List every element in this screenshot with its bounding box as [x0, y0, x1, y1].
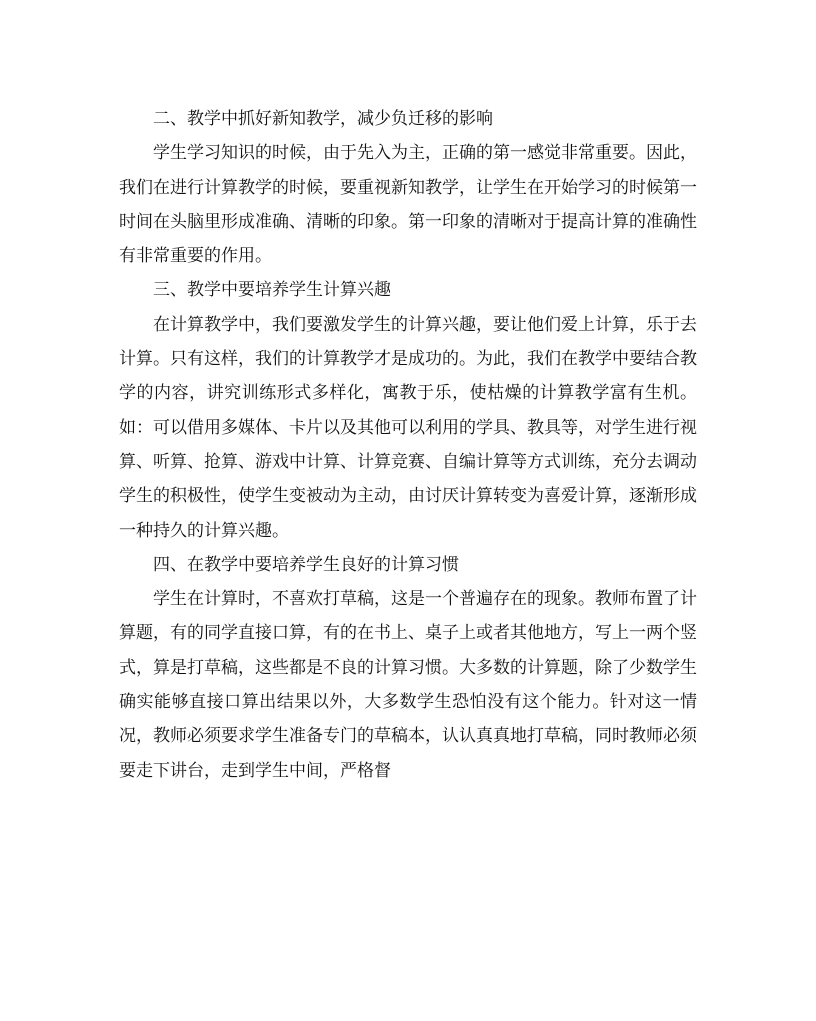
document-body [119, 102, 697, 788]
section-heading-3: 三、教学中要培养学生计算兴趣 [153, 280, 391, 301]
section-heading-2: 二、教学中抓好新知教学，减少负迁移的影响 [153, 109, 493, 129]
section-heading-4: 四、在教学中要培养学生良好的计算习惯 [153, 554, 459, 575]
paragraph-2-1: 学生学习知识的时候，由于先入为主，正确的第一感觉非常重要。因此，我们在进行计算教学的时候，要重视新知教学，让学生在开始学习的时候第一时间在头脑里形成准确、清晰的印象。第一印象的清晰对于提高计算的准确性有非常重要的作用。 [119, 143, 697, 267]
paragraph-4-1: 学生在计算时，不喜欢打草稿，这是一个普遍存在的现象。教师布置了计算题，有的同学直接口算，有的在书上、桌子上或者其他地方，写上一两个竖式，算是打草稿，这些都是不良的计算习惯。大多数的计算题，除了少数学生确实能够直接口算出结果以外，大多数学生恐怕没有这个能力。针对这一情况，教师必须要求学生准备专门的草稿本，认认真真地打草稿，同时教师必须要走下讲台，走到学生中间，严格督 [119, 589, 697, 781]
paragraph-3-1: 在计算教学中，我们要激发学生的计算兴趣，要让他们爱上计算，乐于去计算。只有这样，我们的计算教学才是成功的。为此，我们在教学中要结合教学的内容，讲究训练形式多样化，寓教于乐，使枯燥的计算教学富有生机。如：可以借用多媒体、卡片以及其他可以利用的学具、教具等，对学生进行视算、听算、抢算、游戏中计算、计算竞赛、自编计算等方式训练，充分去调动学生的积极性，使学生变被动为主动，由讨厌计算转变为喜爱计算，逐渐形成一种持久的计算兴趣。 [119, 314, 697, 541]
